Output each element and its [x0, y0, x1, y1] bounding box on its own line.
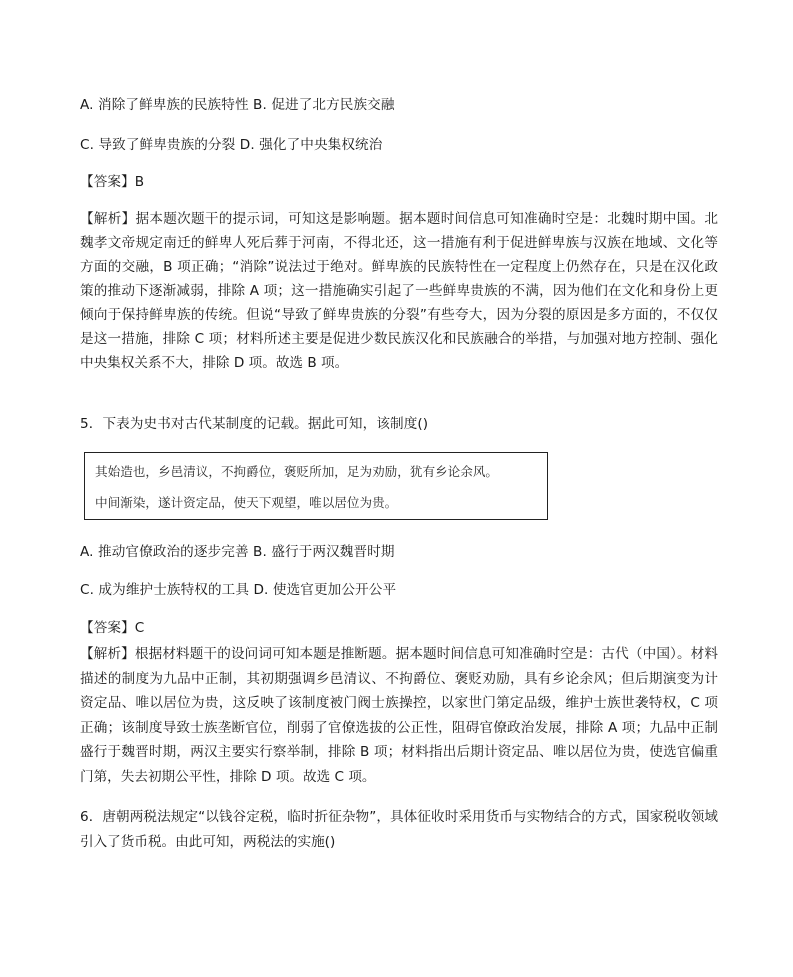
q5-stem: 5．下表为史书对古代某制度的记载。据此可知，该制度() — [80, 416, 429, 432]
q4-analysis: 【解析】据本题次题干的提示词，可知这是影响题。据本题时间信息可知准确时空是：北魏时期中国。北魏孝文帝规定南迁的鲜卑人死后葬于河南，不得北还，这一措施有利于促进鲜卑族与汉族在地域、文化等方面的交融，B 项正确；“消除”说法过于绝对。鲜卑族的民族特性在一定程度上仍然存在，只是在汉化政策的推动下逐渐减弱，排除 A 项；这一措施确实引起了一些鲜卑贵族的不满，因为他们在文化和身份上更倾向于保持鲜卑族的传统。但说“导致了鲜卑贵族的分裂”有些夸大，因为分裂的原因是多方面的，不仅仅是这一措施，排除 C 项；材料所述主要是促进少数民族汉化和民族融合的举措，与加强对地方控制、强化中央集权关系不大，排除 D 项。故选 B 项。 — [80, 211, 718, 371]
q4-options-ab: A. 消除了鲜卑族的民族特性 B. 促进了北方民族交融 — [80, 97, 395, 113]
q5-answer: 【答案】C — [80, 620, 145, 636]
q5-analysis: 【解析】根据材料题干的设问词可知本题是推断题。据本题时间信息可知准确时空是：古代（中国）。材料描述的制度为九品中正制，其初期强调乡邑清议、不拘爵位、褒贬劝励，具有乡论余风；但后期演变为计资定品、唯以居位为贵，这反映了该制度被门阀士族操控，以家世门第定品级，维护士族世袭特权，C 项正确；该制度导致士族垄断官位，削弱了官僚选拔的公正性，阻碍官僚政治发展，排除 A 项；九品中正制盛行于魏晋时期，两汉主要实行察举制，排除 B 项；材料指出后期计资定品、唯以居位为贵，使选官偏重门第，失去初期公平性，排除 D 项。故选 C 项。 — [80, 646, 718, 785]
q5-material-table — [84, 452, 548, 520]
q6-stem: 6．唐朝两税法规定“以钱谷定税，临时折征杂物”，具体征收时采用货币与实物结合的方式，国家税收领域引入了货币税。由此可知，两税法的实施() — [80, 809, 718, 850]
q4-answer: 【答案】B — [80, 174, 145, 190]
q5-options-ab: A. 推动官僚政治的逐步完善 B. 盛行于两汉魏晋时期 — [80, 544, 395, 560]
q5-options-cd: C. 成为维护士族特权的工具 D. 使选官更加公开公平 — [80, 582, 397, 598]
q5-material-line-2: 中间渐染，遂计资定品，使天下观望，唯以居位为贵。 — [95, 495, 398, 510]
q5-material-line-1: 其始造也，乡邑清议，不拘爵位，褒贬所加，足为劝励，犹有乡论余风。 — [95, 464, 498, 479]
q4-options-cd: C. 导致了鲜卑贵族的分裂 D. 强化了中央集权统治 — [80, 137, 383, 153]
